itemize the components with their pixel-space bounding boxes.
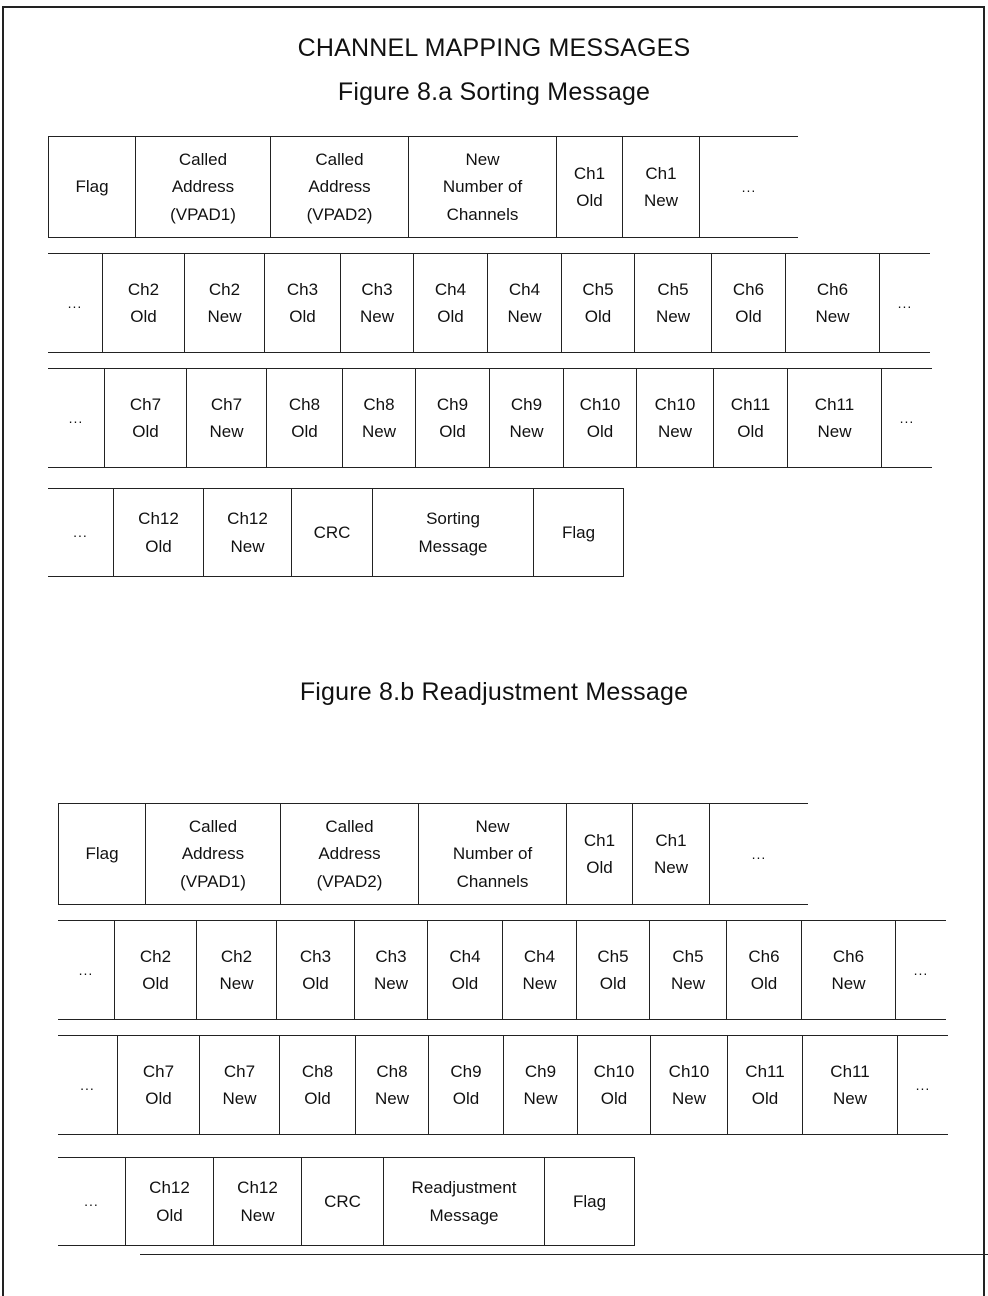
field-label: New [522,974,557,993]
field-label: Called [325,817,374,837]
field-label: ... [68,409,84,426]
field-label: New [222,1089,257,1108]
field-label: Old [751,1089,779,1108]
field-cell [114,489,204,576]
field-cell [292,489,373,576]
field-label: Ch4 [523,946,556,966]
field-label: Ch4 [434,279,467,299]
field-cell [214,1158,302,1245]
field-cell [105,369,187,467]
field-cell [633,804,710,904]
field-cell [567,804,633,904]
field-label: Address [171,177,235,197]
field-label: ... [80,1076,95,1093]
field-cell [727,921,802,1019]
field-cell [136,137,271,237]
field-cell [623,137,700,237]
field-label: Ch7 [129,394,162,414]
field-label: Ch1 [655,830,687,850]
field-cell [384,1158,545,1245]
field-label: ... [915,1076,931,1093]
field-label: Readjustment [411,1178,517,1198]
field-cell [58,921,115,1019]
field-label: Ch9 [436,394,469,414]
field-cell [635,254,712,352]
field-label: Ch10 [593,1061,635,1081]
field-label: Message [418,536,488,556]
field-cell [898,1036,948,1134]
field-label: Ch10 [579,394,621,414]
field-label: Ch5 [672,946,704,966]
field-label: ... [78,961,94,978]
field-cell [637,369,714,467]
field-cell [280,1036,356,1134]
field-label: Ch3 [299,946,332,966]
field-label: Old [302,974,329,993]
page-title: CHANNEL MAPPING MESSAGES [297,34,691,62]
field-cell [48,137,136,237]
field-cell [200,1036,280,1134]
field-label: New [832,1089,867,1108]
field-label: New [653,858,688,877]
figure-8b-caption: Figure 8.b Readjustment Message [299,678,689,706]
field-label: Ch8 [376,1061,408,1081]
field-label: Old [439,422,466,441]
field-cell [58,1036,118,1134]
field-label: New [655,307,690,326]
field-label: Old [599,974,627,993]
field-label: Ch8 [301,1061,334,1081]
message-row [48,253,930,353]
field-cell [714,369,788,467]
field-cell [204,489,292,576]
field-label: Channels [456,871,529,891]
message-row [58,920,946,1020]
field-label: New [373,974,408,993]
field-cell [803,1036,898,1134]
field-cell [48,254,103,352]
field-label: Old [451,974,479,993]
field-label: Ch2 [127,279,160,299]
field-label: Ch2 [220,946,253,966]
field-cell [185,254,265,352]
field-cell [343,369,416,467]
field-label: Address [181,844,245,864]
field-label: Flag [572,1191,607,1211]
field-label: Ch1 [645,163,677,183]
field-label: Ch12 [149,1178,190,1198]
field-label: Ch10 [654,394,696,414]
field-cell [271,137,409,237]
field-label: Ch7 [142,1061,175,1081]
field-cell [557,137,623,237]
field-label: Old [586,422,614,441]
field-cell [577,921,650,1019]
field-label: New [817,422,852,441]
field-label: Ch6 [832,946,865,966]
field-label: Ch11 [730,394,771,414]
message-row [58,803,808,905]
field-cell [277,921,355,1019]
field-label: Ch1 [573,163,606,183]
field-label: Ch11 [745,1061,785,1081]
field-cell [578,1036,651,1134]
message-row [48,488,624,577]
field-label: Old [130,307,157,326]
field-label: New [240,1205,275,1225]
field-cell [712,254,786,352]
field-label: Number of [442,177,523,197]
field-label: Ch6 [732,279,765,299]
field-label: Sorting [426,509,480,529]
field-label: ... [84,1193,99,1210]
field-label: Ch9 [450,1061,482,1081]
field-label: Old [735,307,762,326]
field-label: New [219,974,254,993]
field-label: Number of [452,844,533,864]
field-label: ... [67,294,83,311]
field-label: New [374,1089,409,1108]
field-cell [355,921,428,1019]
field-label: Old [132,422,159,441]
field-label: Ch8 [288,394,321,414]
field-label: ... [897,294,913,311]
message-row [58,1035,948,1135]
field-label: Ch9 [510,394,543,414]
field-label: Ch11 [830,1061,870,1081]
field-label: New [361,422,396,441]
field-label: ... [751,845,767,862]
message-row [58,1157,635,1246]
field-cell [126,1158,214,1245]
field-label: Old [304,1089,331,1108]
field-cell [356,1036,429,1134]
field-label: Called [315,150,364,170]
field-label: (VPAD1) [170,204,236,224]
field-label: Ch2 [208,279,241,299]
field-cell [103,254,185,352]
field-cell [651,1036,728,1134]
field-label: New [207,307,242,326]
field-cell [146,804,281,904]
field-cell [341,254,414,352]
field-label: Old [145,536,172,556]
field-cell [409,137,557,237]
field-label: Ch12 [138,509,179,529]
field-label: Ch5 [582,279,614,299]
field-label: Ch6 [748,946,780,966]
field-label: Flag [561,522,596,542]
field-label: Ch3 [286,279,319,299]
field-label: (VPAD2) [306,204,373,224]
field-label: Ch7 [223,1061,256,1081]
field-label: Old [145,1089,172,1108]
field-label: Ch12 [227,509,268,529]
field-cell [58,1158,126,1245]
field-label: ... [913,961,929,978]
field-label: Flag [85,844,119,864]
field-label: Ch4 [508,279,541,299]
field-label: Ch5 [657,279,689,299]
field-cell [48,369,105,467]
field-label: Ch8 [363,394,395,414]
field-label: (VPAD2) [316,871,383,891]
field-label: Ch4 [449,946,481,966]
field-label: New [643,191,678,210]
field-label: ... [73,524,88,541]
field-label: Ch7 [210,394,243,414]
field-cell [281,804,419,904]
field-label: (VPAD1) [180,871,246,891]
message-row [48,368,932,468]
field-cell [710,804,808,904]
field-cell [882,369,932,467]
field-label: CRC [324,1191,361,1211]
field-cell [545,1158,635,1245]
field-label: Ch12 [237,1178,278,1198]
field-cell [428,921,503,1019]
field-cell [265,254,341,352]
field-label: Ch10 [668,1061,710,1081]
field-label: Ch3 [375,946,407,966]
field-cell [115,921,197,1019]
field-label: CRC [313,522,351,542]
field-label: Old [289,307,316,326]
field-label: Old [437,307,464,326]
field-label: New [831,974,866,993]
field-label: New [230,536,265,556]
field-cell [728,1036,803,1134]
field-cell [650,921,727,1019]
field-cell [700,137,798,237]
field-label: New [670,974,705,993]
field-label: New [657,422,692,441]
field-cell [503,921,577,1019]
field-label: New [465,150,500,170]
bottom-rule [140,1254,988,1255]
field-cell [416,369,490,467]
field-cell [488,254,562,352]
field-label: New [523,1089,558,1108]
field-cell [414,254,488,352]
field-cell [564,369,637,467]
field-label: Called [188,817,238,837]
field-cell [490,369,564,467]
field-label: Old [576,191,603,210]
field-label: New [209,422,244,441]
field-label: Message [429,1205,499,1225]
field-label: ... [899,409,915,426]
field-label: Called [178,150,228,170]
field-label: Ch9 [524,1061,557,1081]
field-label: New [475,817,510,837]
field-cell [429,1036,504,1134]
message-row [48,136,798,238]
field-label: Old [737,422,764,441]
field-label: Ch1 [583,830,616,850]
field-cell [302,1158,384,1245]
field-cell [880,254,930,352]
field-cell [48,489,114,576]
field-cell [267,369,343,467]
field-label: ... [741,178,757,195]
field-label: Old [452,1089,480,1108]
field-label: New [509,422,544,441]
field-label: New [815,307,850,326]
field-label: Old [142,974,169,993]
field-cell [419,804,567,904]
field-label: Address [308,177,371,197]
field-cell [534,489,624,576]
field-cell [786,254,880,352]
field-label: New [671,1089,706,1108]
field-cell [562,254,635,352]
field-label: Old [584,307,612,326]
field-cell [118,1036,200,1134]
field-label: Old [291,422,318,441]
field-cell [58,804,146,904]
field-cell [373,489,534,576]
field-label: Ch5 [597,946,629,966]
field-label: Old [600,1089,628,1108]
field-label: New [359,307,394,326]
field-label: Ch11 [814,394,855,414]
field-label: Channels [446,204,519,224]
field-cell [197,921,277,1019]
field-label: Old [156,1205,183,1225]
field-label: Ch3 [361,279,393,299]
field-label: Ch6 [816,279,849,299]
field-cell [788,369,882,467]
field-cell [896,921,946,1019]
field-cell [187,369,267,467]
field-label: Ch2 [139,946,172,966]
field-cell [802,921,896,1019]
field-label: Address [318,844,381,864]
field-label: Flag [75,177,109,197]
field-cell [504,1036,578,1134]
field-label: New [507,307,542,326]
field-label: Old [586,858,613,877]
figure-8a-caption: Figure 8.a Sorting Message [337,78,651,106]
field-label: Old [750,974,778,993]
